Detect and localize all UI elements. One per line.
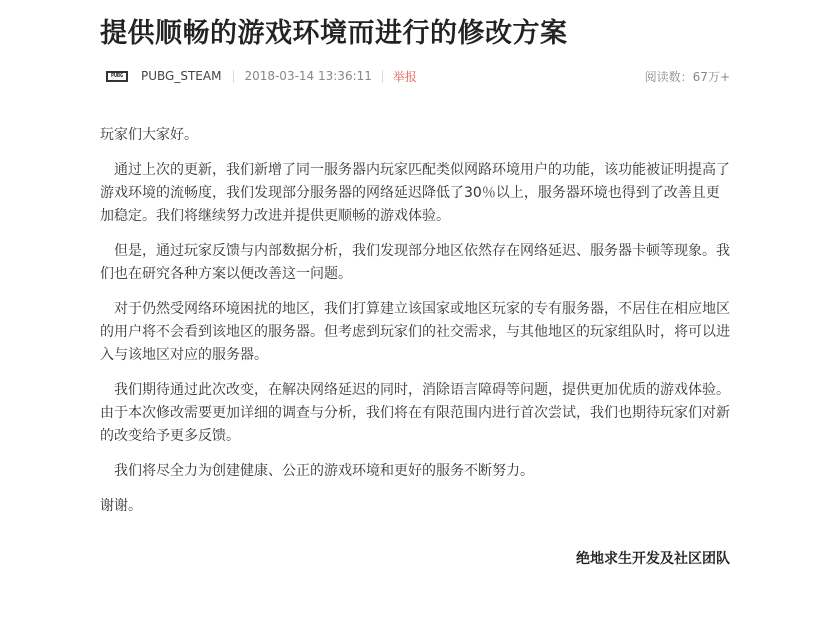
paragraph: 我们期待通过此次改变，在解决网络延迟的同时，消除语言障碍等问题，提供更加优质的游戏体验。由于本次修改需要更加详细的调查与分析，我们将在有限范围内进行首次尝试，我们也期待玩家们对新的改变给予更多反馈。 (100, 382, 730, 444)
paragraph-thanks: 谢谢。 (100, 498, 142, 514)
article-meta (100, 64, 730, 88)
paragraph-greeting: 玩家们大家好。 (100, 127, 198, 143)
meta-divider (382, 70, 383, 83)
signature: 绝地求生开发及社区团队 (576, 551, 730, 567)
paragraph: 对于仍然受网络环境困扰的地区，我们打算建立该国家或地区玩家的专有服务器，不居住在相应地区的用户将不会看到该地区的服务器。但考虑到玩家们的社交需求，与其他地区的玩家组队时，将可以进入与该地区对应的服务器。 (100, 301, 730, 363)
author-name[interactable]: PUBG_STEAM (141, 69, 222, 83)
article-title: 提供顺畅的游戏环境而进行的修改方案 (100, 18, 568, 49)
paragraph: 通过上次的更新，我们新增了同一服务器内玩家匹配类似网路环境用户的功能，该功能被证明提高了游戏环境的流畅度，我们发现部分服务器的网络延迟降低了30％以上，服务器环境也得到了改善且更加稳定。我们将继续努力改进并提供更顺畅的游戏体验。 (100, 162, 730, 224)
read-count: 阅读数：67万+ (644, 69, 730, 84)
publish-date: 2018-03-14 13:36:11 (244, 69, 372, 83)
meta-divider (233, 70, 234, 83)
paragraph: 我们将尽全力为创建健康、公正的游戏环境和更好的服务不断努力。 (114, 463, 534, 479)
paragraph: 但是，通过玩家反馈与内部数据分析，我们发现部分地区依然存在网络延迟、服务器卡顿等现象。我们也在研究各种方案以便改善这一问题。 (100, 243, 730, 282)
article-body (100, 124, 730, 530)
pubg-logo-icon: PUBG (106, 71, 128, 82)
report-link[interactable]: 举报 (392, 69, 417, 84)
